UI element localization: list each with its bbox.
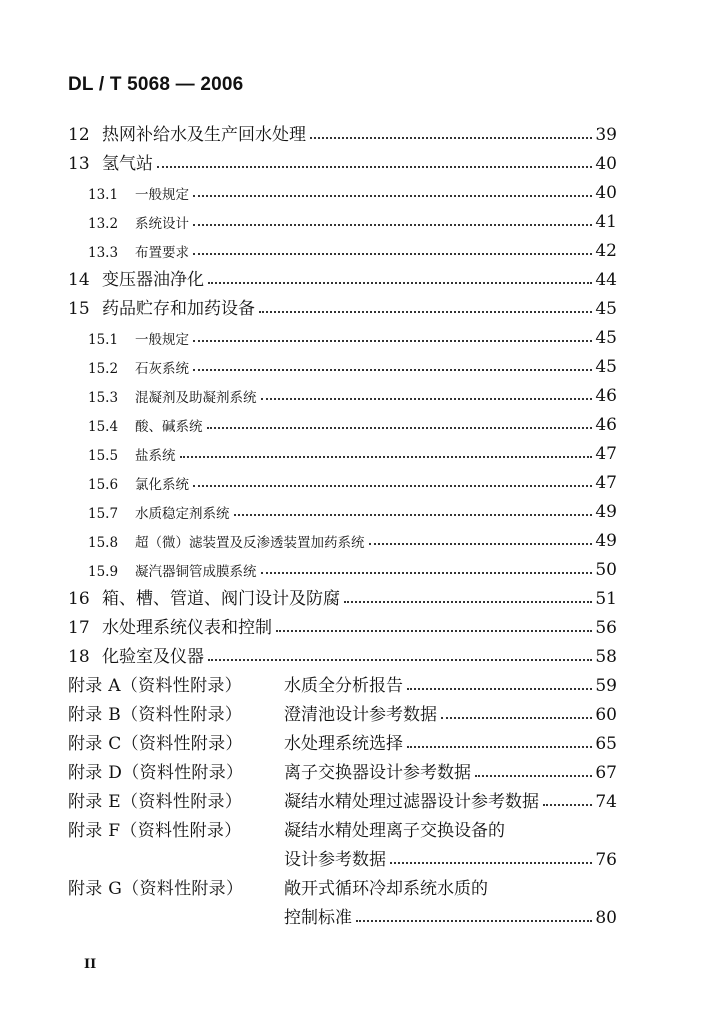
toc-entry-number: 18	[68, 647, 90, 667]
toc-entry[interactable]	[0, 116, 701, 145]
toc-entry-title: 凝汽器铜管成膜系统	[135, 564, 257, 580]
toc-entry-title: 盐系统	[135, 448, 176, 464]
toc-entry-page: 60	[595, 705, 617, 725]
toc-entry-title: 化验室及仪器	[102, 647, 204, 667]
toc-entry[interactable]	[0, 377, 701, 406]
toc-entry-page: 42	[595, 241, 617, 261]
toc-entry[interactable]	[0, 522, 701, 551]
toc-entry-number: 15.3	[88, 390, 119, 406]
toc-entry-title: 布置要求	[135, 245, 189, 261]
toc-entry-title: 酸、碱系统	[135, 419, 203, 435]
toc-entry-page: 41	[595, 212, 617, 232]
toc-entry-number: 13	[68, 154, 90, 174]
toc-entry-title: 箱、槽、管道、阀门设计及防腐	[102, 589, 340, 609]
toc-entry-title: 石灰系统	[135, 361, 189, 377]
toc-entry-title: 氯化系统	[135, 477, 189, 493]
toc-leader-dots	[276, 630, 592, 632]
toc-entry-number: 15.5	[88, 448, 119, 464]
toc-entry-page: 45	[595, 328, 617, 348]
toc-entry-page: 47	[595, 473, 617, 493]
toc-entry-title: 澄清池设计参考数据	[284, 705, 437, 725]
toc-entry[interactable]	[0, 464, 701, 493]
toc-entry-title: 系统设计	[135, 216, 189, 232]
toc-entry[interactable]	[0, 609, 701, 638]
toc-entry-number: 15.8	[88, 535, 119, 551]
toc-entry-number: 15	[68, 299, 90, 319]
toc-entry[interactable]	[0, 638, 701, 667]
toc-leader-dots	[407, 688, 592, 690]
toc-entry[interactable]	[0, 580, 701, 609]
toc-entry-title: 水质全分析报告	[284, 676, 403, 696]
toc-entry-page: 49	[595, 502, 617, 522]
toc-entry-page: 44	[595, 270, 617, 290]
toc-entry-number: 14	[68, 270, 90, 290]
toc-entry[interactable]	[0, 174, 701, 203]
toc-entry-page: 59	[595, 676, 617, 696]
toc-entry-number: 附录 F（资料性附录）	[68, 821, 242, 841]
toc-entry-title: 水质稳定剂系统	[135, 506, 230, 522]
toc-entry-page: 56	[595, 618, 617, 638]
toc-leader-dots	[157, 166, 592, 168]
toc-entry-title: 超（微）滤装置及反渗透装置加药系统	[135, 535, 365, 551]
toc-entry-number: 附录 G（资料性附录）	[68, 879, 244, 899]
toc-entry-page: 50	[595, 560, 617, 580]
toc-entry-number: 13.3	[88, 245, 119, 261]
toc-leader-dots	[234, 514, 593, 516]
table-of-contents	[0, 116, 701, 928]
toc-entry-page: 67	[595, 763, 617, 783]
toc-entry[interactable]	[0, 435, 701, 464]
toc-entry-title: 氢气站	[102, 154, 153, 174]
toc-leader-dots	[193, 253, 592, 255]
toc-entry[interactable]	[0, 812, 701, 841]
toc-entry[interactable]	[0, 232, 701, 261]
toc-entry-number: 17	[68, 618, 90, 638]
toc-leader-dots	[261, 572, 593, 574]
toc-entry-page: 65	[595, 734, 617, 754]
toc-entry-page: 74	[595, 792, 617, 812]
toc-entry[interactable]	[0, 261, 701, 290]
toc-leader-dots	[208, 282, 592, 284]
toc-entry-title: 凝结水精处理过滤器设计参考数据	[284, 792, 539, 812]
toc-entry-title: 敞开式循环冷却系统水质的	[284, 879, 488, 899]
toc-entry-number: 附录 C（资料性附录）	[68, 734, 243, 754]
toc-leader-dots	[344, 601, 592, 603]
toc-entry[interactable]	[0, 899, 701, 928]
toc-entry-number: 15.2	[88, 361, 119, 377]
toc-leader-dots	[543, 804, 592, 806]
toc-leader-dots	[193, 195, 592, 197]
toc-entry-title: 控制标准	[284, 908, 352, 928]
toc-entry-page: 47	[595, 444, 617, 464]
document-code-header: DL / T 5068 — 2006	[68, 74, 244, 95]
toc-entry[interactable]	[0, 754, 701, 783]
toc-entry-title: 离子交换器设计参考数据	[284, 763, 471, 783]
toc-entry-number: 附录 D（资料性附录）	[68, 763, 244, 783]
toc-entry[interactable]	[0, 319, 701, 348]
toc-entry-number: 15.1	[88, 332, 119, 348]
toc-leader-dots	[180, 456, 593, 458]
toc-entry-title: 水处理系统选择	[284, 734, 403, 754]
toc-leader-dots	[193, 224, 592, 226]
toc-entry-title: 一般规定	[135, 332, 189, 348]
toc-entry[interactable]	[0, 841, 701, 870]
toc-entry-page: 39	[595, 125, 617, 145]
toc-entry[interactable]	[0, 551, 701, 580]
toc-leader-dots	[310, 137, 592, 139]
toc-entry[interactable]	[0, 667, 701, 696]
toc-entry[interactable]	[0, 406, 701, 435]
toc-entry-number: 15.9	[88, 564, 119, 580]
toc-entry-number: 15.4	[88, 419, 119, 435]
toc-leader-dots	[441, 717, 592, 719]
toc-leader-dots	[390, 862, 592, 864]
toc-entry-number: 13.2	[88, 216, 119, 232]
toc-entry-page: 40	[595, 183, 617, 203]
toc-entry-number: 12	[68, 125, 90, 145]
toc-entry[interactable]	[0, 870, 701, 899]
toc-entry[interactable]	[0, 290, 701, 319]
toc-entry-number: 13.1	[88, 187, 119, 203]
toc-entry-page: 49	[595, 531, 617, 551]
toc-leader-dots	[356, 920, 592, 922]
toc-entry-page: 76	[595, 850, 617, 870]
toc-entry-title: 变压器油净化	[102, 270, 204, 290]
toc-entry-number: 附录 A（资料性附录）	[68, 676, 242, 696]
toc-entry-number: 附录 E（资料性附录）	[68, 792, 243, 812]
page-number-footer: II	[84, 957, 97, 972]
toc-entry-number: 16	[68, 589, 90, 609]
toc-leader-dots	[207, 427, 593, 429]
toc-entry[interactable]	[0, 203, 701, 232]
toc-leader-dots	[369, 543, 593, 545]
toc-entry[interactable]	[0, 696, 701, 725]
toc-entry-title: 凝结水精处理离子交换设备的	[284, 821, 505, 841]
toc-leader-dots	[193, 340, 592, 342]
toc-entry-page: 46	[595, 386, 617, 406]
toc-leader-dots	[407, 746, 592, 748]
toc-entry-page: 80	[595, 908, 617, 928]
toc-entry-page: 58	[595, 647, 617, 667]
toc-entry-title: 一般规定	[135, 187, 189, 203]
toc-entry-number: 附录 B（资料性附录）	[68, 705, 243, 725]
toc-entry-title: 混凝剂及助凝剂系统	[135, 390, 257, 406]
toc-leader-dots	[193, 485, 592, 487]
toc-entry[interactable]	[0, 493, 701, 522]
toc-entry-page: 46	[595, 415, 617, 435]
toc-entry-page: 45	[595, 357, 617, 377]
toc-leader-dots	[208, 659, 592, 661]
toc-entry[interactable]	[0, 783, 701, 812]
toc-entry-number: 15.6	[88, 477, 119, 493]
toc-entry-page: 40	[595, 154, 617, 174]
toc-entry-title: 设计参考数据	[284, 850, 386, 870]
toc-entry-page: 51	[595, 589, 617, 609]
toc-entry-title: 热网补给水及生产回水处理	[102, 125, 306, 145]
toc-entry-title: 水处理系统仪表和控制	[102, 618, 272, 638]
toc-leader-dots	[193, 369, 592, 371]
toc-entry-page: 45	[595, 299, 617, 319]
toc-entry-title: 药品贮存和加药设备	[102, 299, 255, 319]
toc-leader-dots	[259, 311, 592, 313]
toc-entry[interactable]	[0, 348, 701, 377]
toc-leader-dots	[475, 775, 592, 777]
toc-entry-number: 15.7	[88, 506, 119, 522]
toc-entry[interactable]	[0, 145, 701, 174]
toc-leader-dots	[261, 398, 593, 400]
toc-entry[interactable]	[0, 725, 701, 754]
